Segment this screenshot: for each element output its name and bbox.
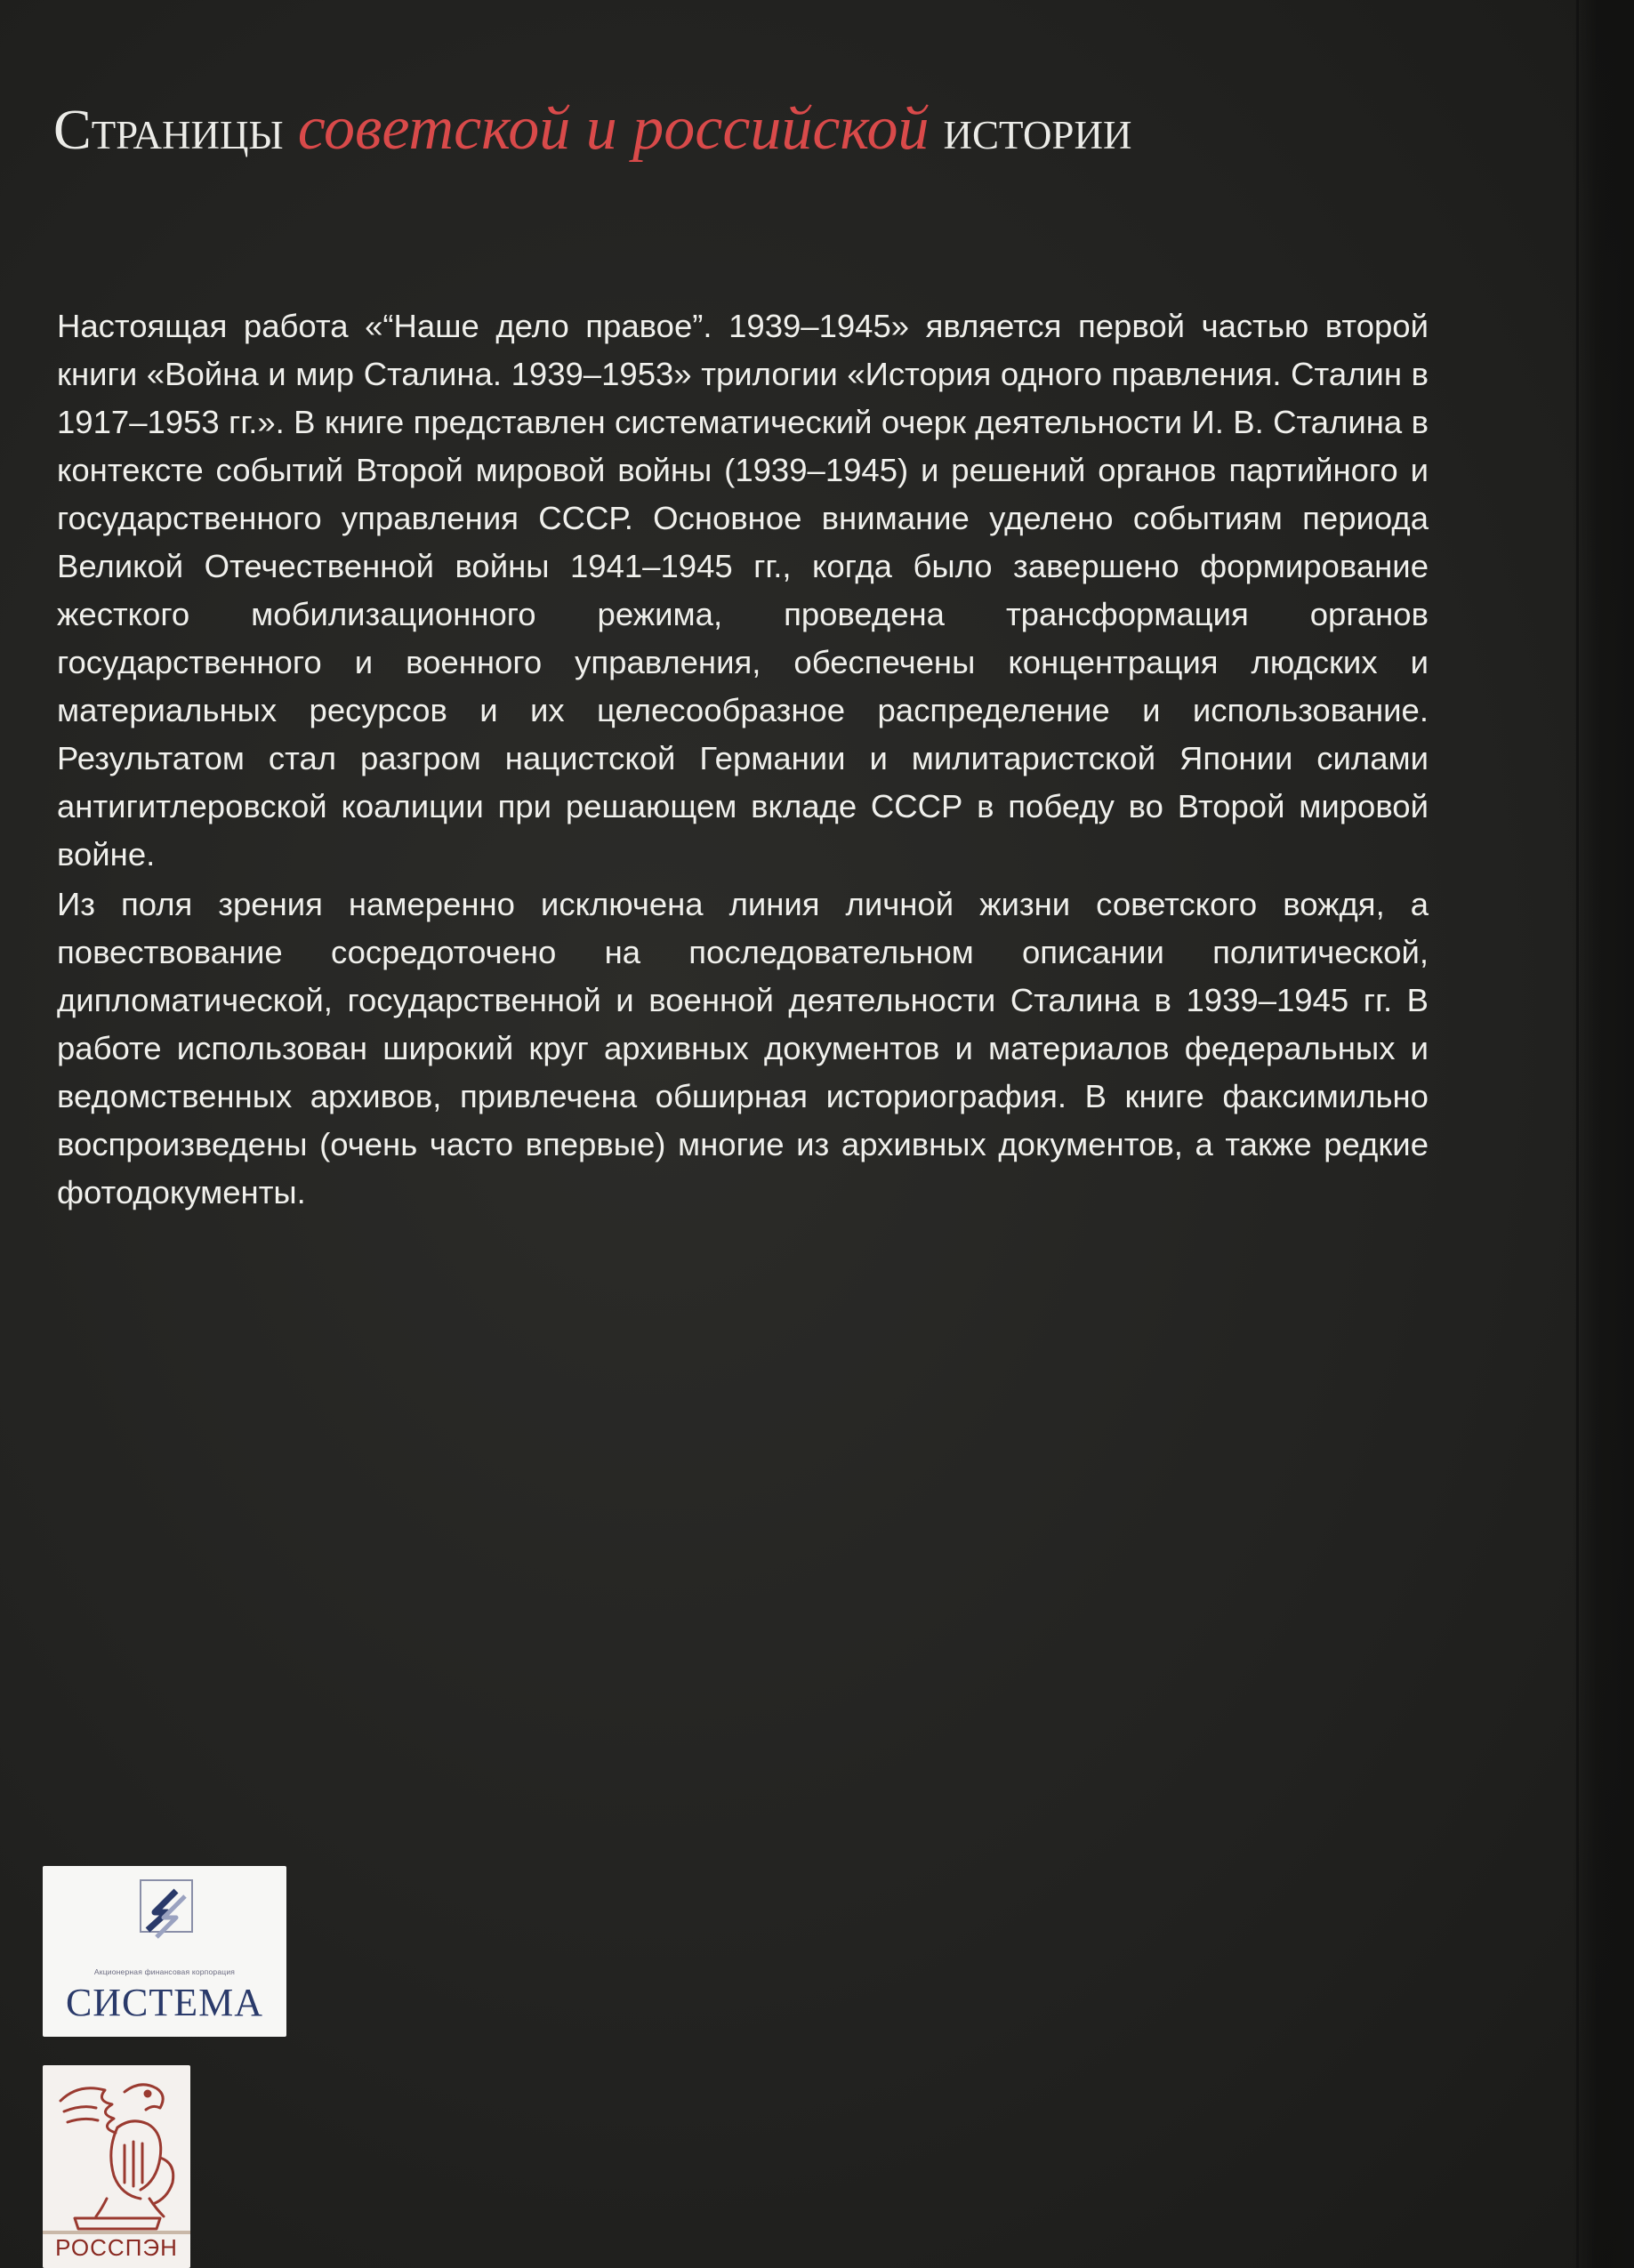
annotation-text	[57, 302, 1429, 1218]
sistema-caption: Акционерная финансовая корпорация	[93, 1967, 236, 1976]
spine-shadow	[1572, 0, 1634, 2268]
sistema-logo	[43, 1866, 286, 2037]
annotation-paragraph-1: Настоящая работа «“Наше дело правое”. 1939–1945» является первой частью второй книги «Война и мир Сталина. 1939–1953» трилогии «История одного правления. Сталин в 1917–1953 гг.». В книге представлен систематический очерк деятельности И. В. Сталина в контексте событий Второй мировой войны (1939–1945) и решений органов партийного и государственного управления СССР. Основное внимание уделено событиям периода Великой Отечественной войны 1941–1945 гг., когда было завершено формирование жесткого мобилизационного режима, проведена трансформация органов государственного и военного управления, обеспечены концентрация людских и материальных ресурсов и их целесообразное распределение и использование. Результатом стал разгром нацистской Германии и милитаристской Японии силами антигитлеровской коалиции при решающем вкладе СССР в победу во Второй мировой войне.	[57, 308, 1429, 873]
rosspen-logo	[43, 2065, 190, 2268]
series-title	[53, 93, 1512, 165]
series-title-part1: Страницы	[53, 98, 284, 161]
sistema-name: СИСТЕМА	[65, 1981, 264, 2024]
annotation-paragraph-2: Из поля зрения намеренно исключена линия личной жизни советского вождя, а повествование сосредоточено на последовательном описании политической, дипломатической, государственной и военной деятельности Сталина в 1939–1945 гг. В работе использован широкий круг архивных документов и материалов федеральных и ведомственных архивов, привлечена обширная историография. В книге факсимильно воспроизведены (очень часто впервые) многие из архивных документов, а также редкие фотодокументы.	[57, 886, 1429, 1210]
rosspen-name: РОССПЭН	[55, 2234, 178, 2261]
series-title-part2: советской и российской	[297, 94, 930, 163]
series-title-part3: истории	[943, 98, 1132, 161]
